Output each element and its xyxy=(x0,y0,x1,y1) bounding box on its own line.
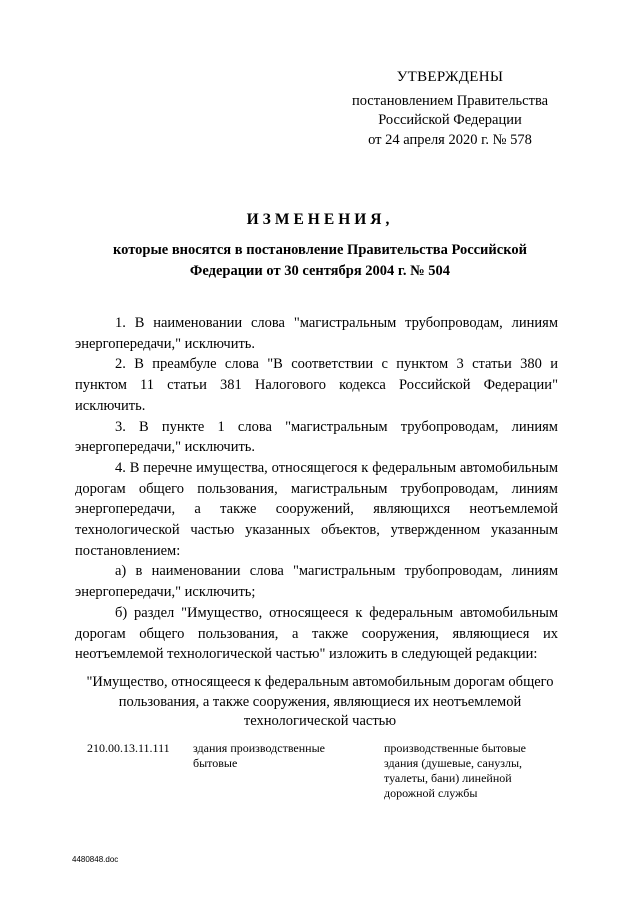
table-name-line: бытовые xyxy=(193,756,238,770)
table-description-line: туалеты, бани) линейной xyxy=(384,771,512,785)
table-name-cell xyxy=(193,741,353,771)
document-title: ИЗМЕНЕНИЯ, xyxy=(246,211,394,228)
approval-line: Российской Федерации xyxy=(378,112,522,128)
document-body xyxy=(75,313,558,665)
quote-line: "Имущество, относящееся к федеральным автомобильным дорогам общего xyxy=(86,674,554,690)
table-description-line: производственные бытовые xyxy=(384,741,526,755)
table-name-line: здания производственные xyxy=(193,741,325,755)
paragraph-2: 2. В преамбуле слова "В соответствии с пунктом 3 статьи 380 и пунктом 11 статьи 381 Налогового кодекса Российской Федерации" исключить. xyxy=(75,356,558,414)
paragraph-4: 4. В перечне имущества, относящегося к федеральным автомобильным дорогам общего пользования, магистральным трубопроводам, линиям энергопередачи, а также сооружений, являющихся неотъемлемой технологической частью указанных объектов, утвержденном указанным постановлением: xyxy=(75,459,558,559)
file-name-footer: 4480848.doc xyxy=(72,855,119,864)
approval-date-number: от 24 апреля 2020 г. № 578 xyxy=(368,131,532,148)
paragraph-1: 1. В наименовании слова "магистральным трубопроводам, линиям энергопередачи," исключить. xyxy=(75,315,558,352)
approval-title: УТВЕРЖДЕНЫ xyxy=(396,69,504,85)
subtitle-line: Федерации от 30 сентября 2004 г. № 504 xyxy=(189,263,451,279)
document-subtitle xyxy=(60,240,580,282)
section-heading-quote xyxy=(70,673,570,732)
quote-line: пользования, а также сооружения, являющиеся их неотъемлемой xyxy=(118,693,522,710)
table-description-cell xyxy=(384,741,554,801)
quote-line: технологической частью xyxy=(243,713,397,729)
approval-line: постановлением Правительства xyxy=(351,92,549,109)
approval-block xyxy=(340,68,560,150)
table-description-line: дорожной службы xyxy=(384,786,478,800)
table-description-line: здания (душевые, санузлы, xyxy=(384,756,523,770)
subparagraph-a: а) в наименовании слова "магистральным трубопроводам, линиям энергопередачи," исключить; xyxy=(75,563,558,601)
table-code-cell: 210.00.13.11.111 xyxy=(87,741,170,755)
paragraph-3: 3. В пункте 1 слова "магистральным трубопроводам, линиям энергопередачи," исключить. xyxy=(75,418,558,456)
subtitle-line: которые вносятся в постановление Правительства Российской xyxy=(113,242,527,258)
subparagraph-b: б) раздел "Имущество, относящееся к федеральным автомобильным дорогам общего пользования, а также сооружения, являющиеся их неотъемлемой технологической частью" изложить в следующей редакции: xyxy=(75,604,558,663)
